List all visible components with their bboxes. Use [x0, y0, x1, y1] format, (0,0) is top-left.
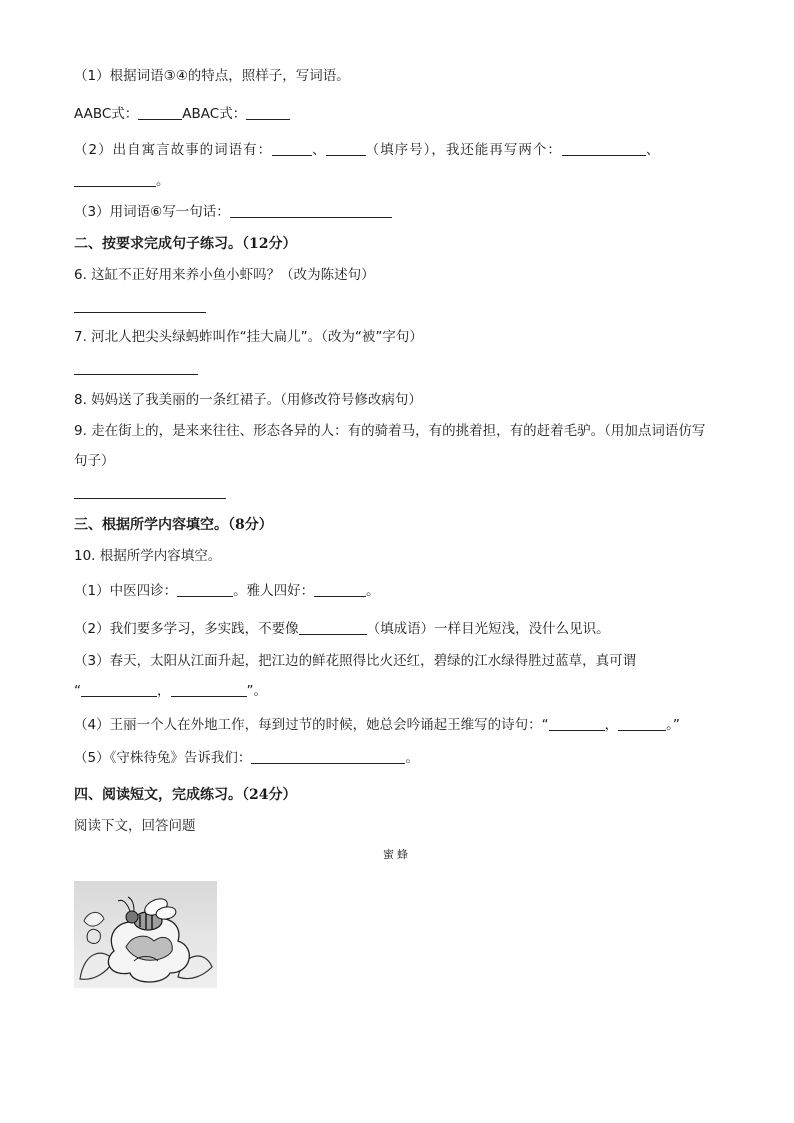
section-4-heading: 四、阅读短文，完成练习。（24分）	[74, 787, 297, 803]
question-10-5-text: （5）《守株待兔》告诉我们：	[74, 750, 252, 766]
abac-label: ABAC式：	[182, 106, 247, 122]
period: 。	[366, 583, 380, 599]
extra-idiom-blank-2[interactable]	[74, 173, 156, 187]
question-10-4-text: （4）王丽一个人在外地工作，每到过节的时候，她总会吟诵起王维写的诗句：“	[74, 717, 549, 733]
question-1-2	[74, 141, 659, 159]
reading-intro: 阅读下文，回答问题	[74, 818, 196, 834]
comma: ，	[604, 717, 619, 733]
poem-blank-1[interactable]	[81, 683, 157, 697]
question-10-4	[74, 716, 680, 734]
question-10-1-text: （1）中医四诊：	[74, 583, 178, 599]
period: 。	[405, 750, 419, 766]
fable-blank-1[interactable]	[272, 142, 312, 156]
section-2-heading: 二、按要求完成句子练习。（12分）	[74, 236, 297, 252]
comma: ，	[157, 683, 171, 699]
question-10-3-line-2	[74, 682, 267, 700]
separator: 、	[312, 142, 326, 158]
poem-blank-2[interactable]	[171, 683, 247, 697]
period: 。	[156, 173, 170, 189]
question-1-1: （1）根据词语③④的特点，照样子，写词语。	[74, 68, 350, 84]
fable-blank-2[interactable]	[326, 142, 366, 156]
extra-idiom-blank-1[interactable]	[562, 142, 646, 156]
question-1-3-text: （3）用词语⑥写一句话：	[74, 204, 230, 220]
question-10-3-line-1: （3）春天，太阳从江面升起，把江边的鲜花照得比火还红，碧绿的江水绿得胜过蓝草，真可谓	[74, 653, 637, 669]
wang-wei-blank-2[interactable]	[618, 717, 666, 731]
question-10-2-text: （2）我们要多学习，多实践，不要像	[74, 621, 299, 637]
open-quote: “	[74, 683, 81, 699]
aabc-label: AABC式：	[74, 106, 139, 122]
question-1-2-text: （2）出自寓言故事的词语有：	[74, 142, 273, 158]
elegant-hobbies-blank[interactable]	[314, 583, 366, 597]
question-10-1	[74, 582, 380, 600]
question-7: 7. 河北人把尖头绿蚂蚱叫作“挂大扁儿”。（改为“被”字句）	[74, 329, 423, 345]
question-6-answer-line[interactable]	[74, 312, 206, 313]
question-10: 10. 根据所学内容填空。	[74, 548, 222, 564]
passage-title: 蜜蜂	[383, 848, 411, 861]
question-9-line-2: 句子）	[74, 453, 115, 469]
question-10-5	[74, 749, 419, 767]
question-1-2-cont	[74, 172, 170, 190]
idiom-blank[interactable]	[299, 621, 367, 635]
close-quote: ”。	[246, 683, 267, 699]
question-10-1-text-b: 。雅人四好：	[233, 583, 315, 599]
question-10-2	[74, 620, 610, 638]
question-7-answer-line[interactable]	[74, 374, 198, 375]
aabc-blank[interactable]	[138, 106, 182, 120]
question-1-1-answers	[74, 105, 290, 123]
question-8: 8. 妈妈送了我美丽的一条红裙子。（用修改符号修改病句）	[74, 392, 422, 408]
abac-blank[interactable]	[246, 106, 290, 120]
separator: 、	[645, 142, 660, 158]
moral-blank[interactable]	[251, 750, 405, 764]
bee-on-flower-illustration	[74, 881, 217, 988]
section-3-heading: 三、根据所学内容填空。（8分）	[74, 517, 273, 533]
question-6: 6. 这缸不正好用来养小鱼小虾吗？（改为陈述句）	[74, 267, 375, 283]
sentence-blank[interactable]	[230, 204, 392, 218]
end-quote: 。”	[666, 717, 680, 733]
question-10-2-text-b: （填成语）一样目光短浅，没什么见识。	[366, 621, 610, 637]
question-9-answer-line[interactable]	[74, 498, 226, 499]
chinese-medicine-blank[interactable]	[177, 583, 233, 597]
question-9-line-1: 9. 走在街上的，是来来往往、形态各异的人：有的骑着马，有的挑着担，有的赶着毛驴。（用加点词语仿写	[74, 423, 706, 439]
question-1-3	[74, 203, 392, 221]
question-1-2-text-b: （填序号），我还能再写两个：	[365, 142, 562, 158]
wang-wei-blank-1[interactable]	[549, 717, 605, 731]
